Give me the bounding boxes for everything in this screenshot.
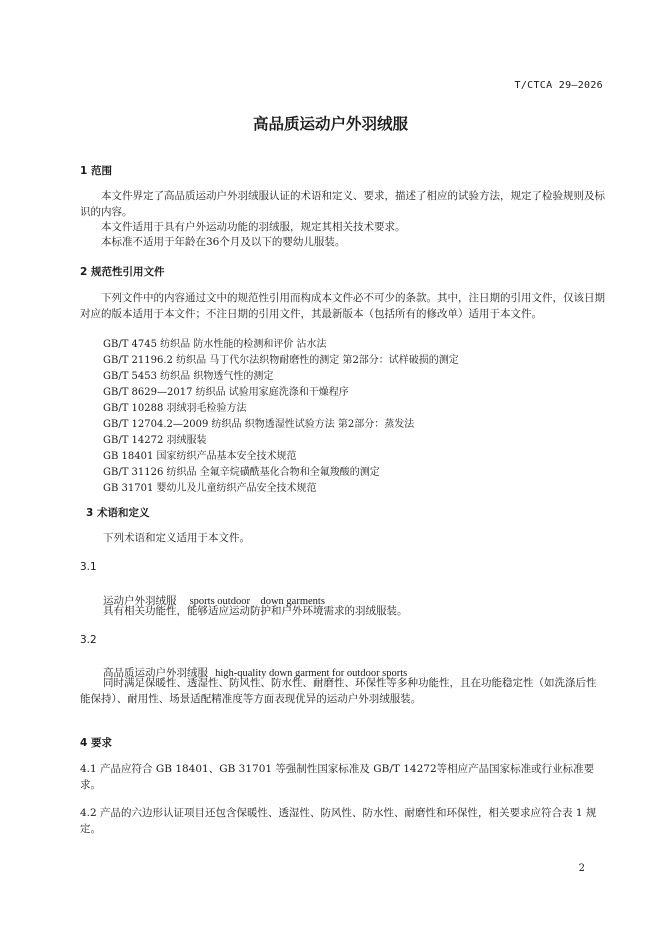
terms-intro: 下列术语和定义适用于本文件。 <box>103 532 250 544</box>
section-requirements-heading: 4 要求 <box>80 737 112 749</box>
requirement-clause-4-2: 4.2 产品的六边形认证项目还包含保暖性、透湿性、防风性、防水性、耐磨性和环保性，相关要求应符合表 1 规定。 <box>80 807 597 835</box>
reference-item: GB/T 21196.2 纺织品 马丁代尔法织物耐磨性的测定 第2部分：试样破损的测定 <box>103 355 459 366</box>
term-3-2-en: high-quality down garment for outdoor sports <box>215 668 408 679</box>
reference-item: GB/T 31126 纺织品 全氟辛烷磺酰基化合物和全氟羧酸的测定 <box>103 467 380 478</box>
term-3-1-definition: 具有相关功能性，能够适应运动防护和户外环境需求的羽绒服装。 <box>103 605 408 617</box>
term-3-1-en: sports outdoor down garments <box>189 596 325 607</box>
section-scope-heading: 1 范围 <box>80 165 112 177</box>
reference-item: GB/T 5453 纺织品 织物透气性的测定 <box>103 371 274 382</box>
scope-paragraph-2: 本文件适用于具有户外运动功能的羽绒服，规定其相关技术要求。 <box>101 221 406 233</box>
section-references-heading: 2 规范性引用文件 <box>80 266 165 278</box>
term-3-2-cn: 高品质运动户外羽绒服 <box>103 667 208 679</box>
term-number-3-2: 3.2 <box>80 634 97 646</box>
term-3-1-cn: 运动户外羽绒服 <box>103 595 177 607</box>
reference-list <box>103 337 459 497</box>
scope-paragraph-1: 本文件界定了高品质运动户外羽绒服认证的术语和定义、要求，描述了相应的试验方法，规定了检验规则及标识的内容。 <box>80 190 605 218</box>
reference-item: GB/T 8629—2017 纺织品 试验用家庭洗涤和干燥程序 <box>103 387 349 398</box>
reference-item: GB/T 10288 羽绒羽毛检验方法 <box>103 403 247 414</box>
term-3-2-definition: 同时满足保暖性、透湿性、防风性、防水性、耐磨性、环保性等多种功能性，且在功能稳定性（如洗涤后性能保持）、耐用性、场景适配精准度等方面表现优异的运动户外羽绒服装。 <box>80 677 597 705</box>
term-number-3-1: 3.1 <box>80 561 97 573</box>
reference-item: GB/T 14272 羽绒服装 <box>103 435 207 446</box>
references-intro: 下列文件中的内容通过文中的规范性引用而构成本文件必不可少的条款。其中，注日期的引用文件，仅该日期对应的版本适用于本文件；不注日期的引用文件，其最新版本（包括所有的修改单）适用于本文件。 <box>80 292 605 320</box>
reference-item: GB 18401 国家纺织产品基本安全技术规范 <box>103 451 297 462</box>
requirement-clause-4-1: 4.1 产品应符合 GB 18401、GB 31701 等强制性国家标准及 GB/T 14272等相应产品国家标准或行业标准要求。 <box>80 763 595 791</box>
section-terms-heading: 3 术语和定义 <box>86 507 150 519</box>
scope-paragraph-3: 本标准不适用于年龄在36个月及以下的婴幼儿服装。 <box>101 236 346 248</box>
document-title: 高品质运动户外羽绒服 <box>252 115 408 133</box>
reference-item: GB/T 12704.2—2009 纺织品 织物透湿性试验方法 第2部分：蒸发法 <box>103 419 415 430</box>
reference-item: GB/T 4745 纺织品 防水性能的检测和评价 沾水法 <box>103 339 327 350</box>
reference-item: GB 31701 婴幼儿及儿童纺织产品安全技术规范 <box>103 483 317 494</box>
page-number: 2 <box>578 863 585 874</box>
standard-code: T/CTCA 29—2026 <box>514 80 603 91</box>
